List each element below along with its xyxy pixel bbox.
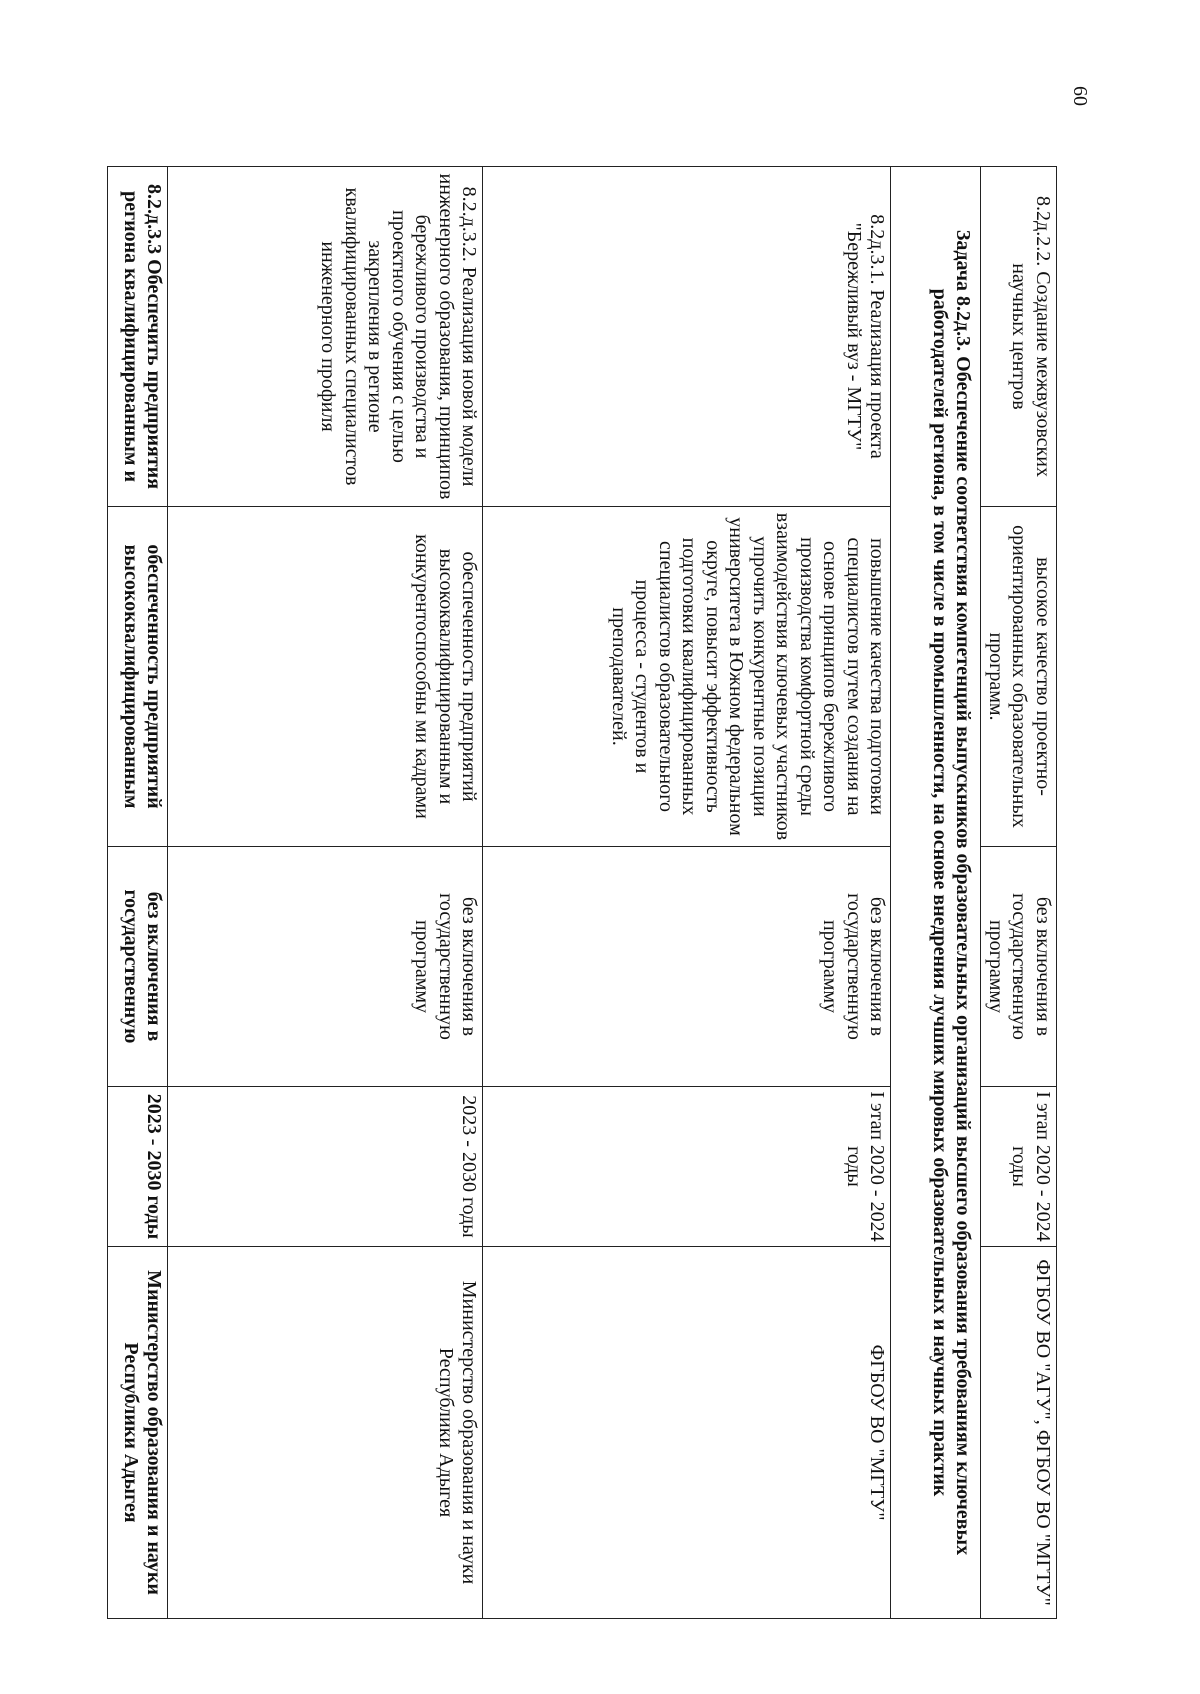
task-text: Обеспечение соответствия компетенций выпускников образовательных организаций высшего образования требованиям ключевых работодателей региона, в том числе в промышленности, на основе внедрения лучших мировых образовательных и научных практик xyxy=(929,288,975,1556)
deadline: 2023 - 2030 годы xyxy=(168,1087,483,1247)
responsible: ФГБОУ ВО "МГТУ" xyxy=(483,1247,891,1619)
measure-name: 8.2д.2.2. Создание межвузовских научных центров xyxy=(981,167,1057,507)
funding-source: без включения в государственную программу xyxy=(483,847,891,1087)
deadline: 2023 - 2030 годы xyxy=(108,1087,168,1247)
measures-table xyxy=(108,166,1058,1619)
funding-source: без включения в государственную программу xyxy=(981,847,1057,1087)
responsible: Министерство образования и науки Республики Адыгея xyxy=(168,1247,483,1619)
table-row xyxy=(981,167,1057,1619)
table-row xyxy=(108,167,168,1619)
rotated-table-wrapper xyxy=(112,166,1057,1618)
table-row xyxy=(483,167,891,1619)
measure-name: 8.2.д.3.2. Реализация новой модели инженерного образования, принципов бережливого производства и проектного обучения с целью закрепления в регионе квалифицированных специалистов инженерного профиля xyxy=(168,167,483,507)
page-number: 60 xyxy=(1069,86,1091,106)
funding-source: без включения в государственную программу xyxy=(168,847,483,1087)
expected-result: высокое качество проектно-ориентированных образовательных программ. xyxy=(981,507,1057,847)
responsible: Министерство образования и науки Республики Адыгея xyxy=(108,1247,168,1619)
measure-name: 8.2д.3.1. Реализация проекта "Бережливый вуз - МГТУ" xyxy=(483,167,891,507)
expected-result: обеспеченность предприятий высококвалифицированным xyxy=(108,507,168,847)
expected-result: обеспеченность предприятий высококвалифицированным и конкурентоспособны ми кадрами xyxy=(168,507,483,847)
funding-source: без включения в государственную xyxy=(108,847,168,1087)
responsible: ФГБОУ ВО "АГУ", ФГБОУ ВО "МГТУ" xyxy=(981,1247,1057,1619)
task-row xyxy=(891,167,981,1619)
task-heading xyxy=(891,167,981,1619)
deadline: I этап 2020 - 2024 годы xyxy=(483,1087,891,1247)
deadline: I этап 2020 - 2024 годы xyxy=(981,1087,1057,1247)
task-label: Задача 8.2д.3. xyxy=(952,229,975,352)
expected-result: повышение качества подготовки специалистов путем создания на основе принципов бережливого производства комфортной среды взаимодействия ключевых участников упрочить конкурентные позиции университета в Южном федеральном округе, повысит эффективность подготовки квалифицированных специалистов образовательного процесса - студентов и преподавателей. xyxy=(483,507,891,847)
table-row xyxy=(168,167,483,1619)
measure-name: 8.2.д.3.3 Обеспечить предприятия региона квалифицированным и xyxy=(108,167,168,507)
